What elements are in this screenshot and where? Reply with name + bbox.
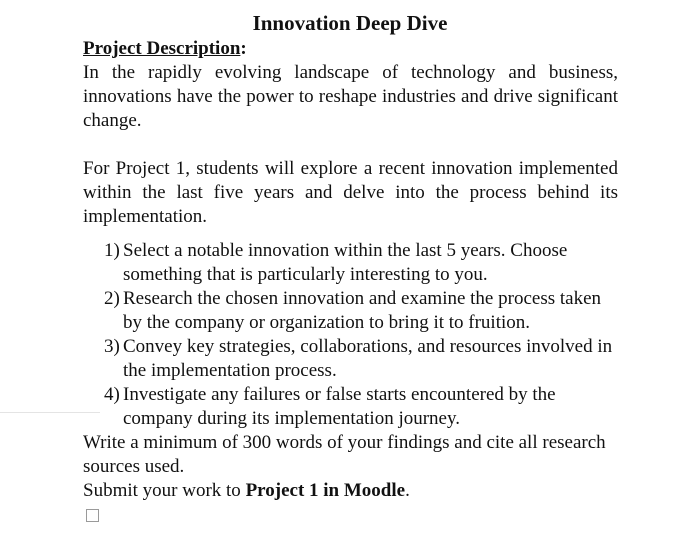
submit-target: Project 1 in Moodle bbox=[245, 480, 406, 501]
list-item-text: Investigate any failures or false starts encountered by the company during its implementation journey. bbox=[123, 384, 556, 429]
intro-paragraph: In the rapidly evolving landscape of technology and business, innovations have the power to reshape industries and drive significant change. bbox=[83, 62, 618, 131]
list-item-text: Convey key strategies, collaborations, and resources involved in the implementation process. bbox=[123, 336, 613, 381]
list-item bbox=[83, 239, 618, 287]
submit-prefix: Submit your work to bbox=[83, 480, 246, 501]
list-item-number: 4) bbox=[104, 384, 120, 405]
list-item-number: 3) bbox=[104, 336, 120, 357]
list-item bbox=[83, 383, 618, 431]
list-item-number: 1) bbox=[104, 240, 120, 261]
checkbox[interactable] bbox=[86, 509, 99, 522]
list-item-text: Research the chosen innovation and examine the process taken by the company or organization to bring it to fruition. bbox=[123, 288, 601, 333]
project-paragraph: For Project 1, students will explore a recent innovation implemented within the last five years and delve into the process behind its implementation. bbox=[83, 158, 618, 227]
submit-suffix: . bbox=[405, 480, 410, 501]
closing-paragraph: Write a minimum of 300 words of your findings and cite all research sources used. bbox=[83, 432, 606, 477]
list-item-text: Select a notable innovation within the last 5 years. Choose something that is particularly interesting to you. bbox=[123, 240, 568, 285]
list-item bbox=[83, 287, 618, 335]
submit-line bbox=[83, 479, 618, 503]
section-heading-colon: : bbox=[240, 38, 247, 59]
steps-list bbox=[83, 239, 618, 431]
section-heading-text: Project Description bbox=[83, 38, 241, 59]
list-item-number: 2) bbox=[104, 288, 120, 309]
checkbox-row bbox=[83, 503, 618, 529]
document-body bbox=[83, 37, 618, 529]
paragraph-spacer bbox=[83, 133, 618, 157]
section-heading bbox=[83, 37, 618, 61]
list-item bbox=[83, 335, 618, 383]
document-title: Innovation Deep Dive bbox=[252, 11, 448, 35]
